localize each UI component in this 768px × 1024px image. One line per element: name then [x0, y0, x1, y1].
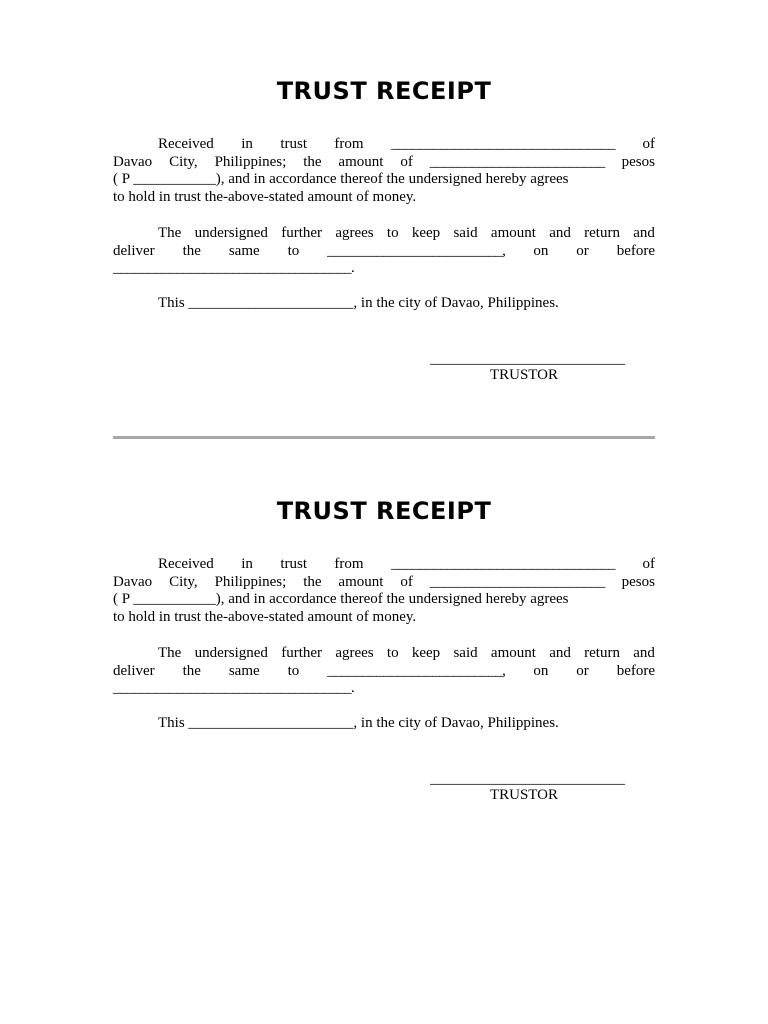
- text-line: deliver the same to _________________________, on or before: [113, 242, 655, 259]
- receipt-title: TRUST RECEIPT: [276, 77, 492, 105]
- signature-label: TRUSTOR: [489, 367, 559, 383]
- blank-field-due-date[interactable]: __________________________________.: [113, 260, 355, 277]
- text-line: The undersigned further agrees to keep said amount and return and: [158, 645, 655, 661]
- text-line: to hold in trust the-above-stated amount of money.: [113, 608, 417, 625]
- receipt-title: TRUST RECEIPT: [276, 497, 492, 525]
- signature-line[interactable]: __________________________: [430, 771, 625, 787]
- blank-field-trustee[interactable]: ________________________________: [391, 556, 616, 572]
- receipt-paragraph-received: [113, 136, 655, 206]
- text-line: ( P ___________), and in accordance thereof the undersigned hereby agrees: [113, 591, 569, 608]
- receipt-paragraph-undertaking: [113, 645, 655, 698]
- receipt-paragraph-date: [113, 715, 655, 733]
- receipt-paragraph-undertaking: [113, 225, 655, 278]
- blank-field-payee[interactable]: _________________________,: [327, 662, 506, 679]
- text-line: Davao City, Philippines; the amount of _________________________ pesos: [113, 573, 655, 590]
- text-line: The undersigned further agrees to keep said amount and return and: [158, 225, 655, 241]
- text-line: deliver the same to _________________________, on or before: [113, 662, 655, 679]
- trust-receipt-1: [0, 0, 768, 400]
- trust-receipt-2: [0, 420, 768, 820]
- text-line: Davao City, Philippines; the amount of _________________________ pesos: [113, 153, 655, 170]
- text-line: to hold in trust the-above-stated amount of money.: [113, 188, 417, 205]
- blank-field-amount-words[interactable]: _________________________: [429, 573, 605, 590]
- blank-field-amount-words[interactable]: _________________________: [429, 153, 605, 170]
- receipt-paragraph-received: [113, 556, 655, 626]
- text-line: Received in trust from ________________________________ of: [158, 136, 655, 152]
- blank-field-due-date[interactable]: __________________________________.: [113, 680, 355, 697]
- receipt-paragraph-date: [113, 295, 655, 313]
- text-line: This ______________________, in the city of Davao, Philippines.: [158, 295, 559, 311]
- text-line: Received in trust from ________________________________ of: [158, 556, 655, 572]
- signature-label: TRUSTOR: [489, 787, 559, 803]
- blank-field-trustee[interactable]: ________________________________: [391, 136, 616, 152]
- text-line: This ______________________, in the city of Davao, Philippines.: [158, 715, 559, 731]
- blank-field-payee[interactable]: _________________________,: [327, 242, 506, 259]
- signature-line[interactable]: __________________________: [430, 351, 625, 367]
- text-line: ( P ___________), and in accordance thereof the undersigned hereby agrees: [113, 171, 569, 188]
